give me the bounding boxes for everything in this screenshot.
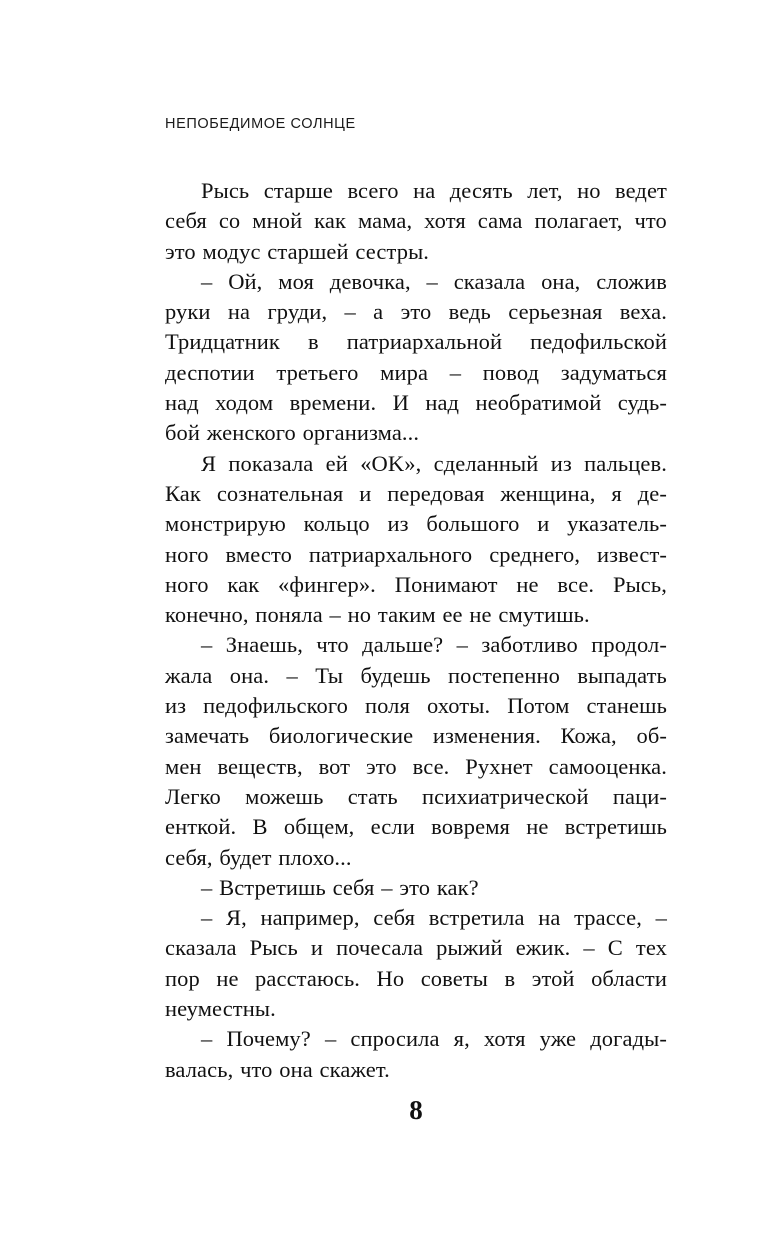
word: извест- xyxy=(596,541,667,567)
word: вместо xyxy=(225,541,292,567)
word: таким xyxy=(377,602,436,628)
text-line xyxy=(165,994,667,1024)
text-line xyxy=(165,176,667,206)
word: – xyxy=(201,905,213,931)
word: общем, xyxy=(283,814,355,840)
word: плохо... xyxy=(278,844,352,870)
word: – xyxy=(329,602,341,628)
word: советы xyxy=(420,965,488,991)
text-line xyxy=(165,661,667,691)
word: Как xyxy=(165,480,201,506)
word: судь- xyxy=(617,390,667,416)
word: Рухнет xyxy=(465,753,533,779)
text-line xyxy=(165,327,667,357)
word: постепенно xyxy=(447,662,561,688)
word: Ты xyxy=(315,662,344,688)
word: – xyxy=(201,1026,213,1052)
word: повод xyxy=(482,359,540,385)
word: это xyxy=(400,299,432,325)
word: Я, xyxy=(226,905,247,931)
word: как? xyxy=(436,874,479,900)
word: ходом xyxy=(215,390,274,416)
word: Почему? xyxy=(226,1026,311,1052)
text-line xyxy=(165,570,667,600)
word: монстрирую xyxy=(165,511,286,537)
word: если xyxy=(370,814,415,840)
word: выпадать xyxy=(577,662,667,688)
word: И xyxy=(392,390,409,416)
word: всего xyxy=(347,178,399,203)
text-line xyxy=(165,843,667,873)
word: над xyxy=(425,390,460,416)
word: – xyxy=(324,1026,337,1052)
word: «OK», xyxy=(360,450,422,476)
word: педофильской xyxy=(530,329,667,355)
word: времени. xyxy=(289,390,377,416)
word: моя xyxy=(278,268,314,294)
word: спросила xyxy=(350,1026,440,1052)
word: что xyxy=(316,632,349,658)
word: в xyxy=(504,965,516,991)
word: деспотии xyxy=(165,359,255,385)
text-line xyxy=(165,691,667,721)
word: – xyxy=(449,359,462,385)
word: стать xyxy=(347,783,398,809)
word: бой xyxy=(165,420,201,446)
text-line xyxy=(165,297,667,327)
word: в xyxy=(307,329,319,355)
text-line xyxy=(165,509,667,539)
word: – xyxy=(344,299,356,325)
word: сделанный xyxy=(433,450,539,476)
word: над xyxy=(165,390,199,416)
word: вовремя xyxy=(431,814,510,840)
word: – xyxy=(201,268,213,294)
word: изменения. xyxy=(432,723,541,749)
word: ей xyxy=(325,450,348,476)
word: жала xyxy=(165,662,213,688)
text-line xyxy=(165,782,667,812)
word: Понимают xyxy=(394,571,498,597)
word: – xyxy=(655,905,667,931)
word: груди, xyxy=(267,299,328,325)
word: не xyxy=(526,814,549,840)
text-line xyxy=(165,237,667,267)
word: Встретишь xyxy=(219,874,326,900)
word: паци- xyxy=(612,783,667,809)
word: почесала xyxy=(336,935,424,961)
word: все. xyxy=(412,753,450,779)
word: веществ, xyxy=(217,753,303,779)
word: она. xyxy=(229,662,270,688)
word: на xyxy=(227,299,251,325)
word: все. xyxy=(557,571,595,597)
word: старше xyxy=(263,178,333,203)
word: продол- xyxy=(591,632,667,658)
word: области xyxy=(591,965,667,991)
body-text xyxy=(165,176,667,1085)
word: сказала xyxy=(165,935,237,961)
text-line xyxy=(165,933,667,963)
word: ного xyxy=(165,541,209,567)
word: неуместны. xyxy=(165,996,276,1022)
word: мной xyxy=(252,208,303,234)
word: но xyxy=(577,178,601,203)
word: Кожа, xyxy=(560,723,617,749)
word: Я xyxy=(201,450,217,476)
word: будет xyxy=(219,844,272,870)
word: самооценка. xyxy=(548,753,667,779)
word: ее xyxy=(442,602,463,628)
word: скажет. xyxy=(319,1056,390,1082)
word: десять xyxy=(449,178,513,203)
word: она xyxy=(279,1056,313,1082)
word: встретишь xyxy=(564,814,667,840)
text-line xyxy=(165,873,667,903)
text-line xyxy=(165,358,667,388)
word: на xyxy=(538,905,561,931)
word: уже xyxy=(539,1026,577,1052)
word: Знаешь, xyxy=(225,632,303,658)
word: С xyxy=(607,935,623,961)
word: Тридцатник xyxy=(165,329,280,355)
word: – xyxy=(201,632,213,658)
word: мама, xyxy=(357,208,413,234)
text-line xyxy=(165,267,667,297)
word: «фингер». xyxy=(278,571,376,597)
word: замечать xyxy=(165,723,250,749)
text-line xyxy=(165,206,667,236)
text-line xyxy=(165,1024,667,1054)
word: задуматься xyxy=(560,359,667,385)
word: биологические xyxy=(268,723,414,749)
word: себя xyxy=(165,208,207,234)
word: – xyxy=(381,874,393,900)
word: пор xyxy=(165,965,200,991)
word: педофильского xyxy=(203,693,348,719)
word: как xyxy=(227,571,260,597)
word: поля xyxy=(364,693,410,719)
word: патриархального xyxy=(308,541,473,567)
word: и xyxy=(359,480,372,506)
word: станешь xyxy=(586,693,667,719)
word: сказала xyxy=(453,268,526,294)
word: полагает, xyxy=(534,208,623,234)
word: психиатрической xyxy=(422,783,589,809)
word: но xyxy=(347,602,372,628)
word: модус xyxy=(202,238,261,264)
word: сложив xyxy=(596,268,667,294)
word: себя xyxy=(332,874,375,900)
word: девочка, xyxy=(329,268,411,294)
word: Легко xyxy=(165,783,221,809)
word: себя, xyxy=(165,844,213,870)
word: ведет xyxy=(615,178,667,203)
word: показала xyxy=(228,450,314,476)
word: дальше? xyxy=(362,632,444,658)
text-line xyxy=(165,540,667,570)
word: что xyxy=(634,208,667,234)
word: не xyxy=(469,602,492,628)
word: вот xyxy=(318,753,351,779)
word: женского xyxy=(206,420,296,446)
text-line xyxy=(165,630,667,660)
word: рыжий xyxy=(436,935,503,961)
word: например, xyxy=(260,905,360,931)
word: это xyxy=(366,753,397,779)
text-line xyxy=(165,903,667,933)
text-line xyxy=(165,600,667,630)
word: – xyxy=(426,268,438,294)
word: ведь xyxy=(448,299,491,325)
text-line xyxy=(165,812,667,842)
text-line xyxy=(165,449,667,479)
word: Потом xyxy=(507,693,570,719)
word: Рысь xyxy=(201,178,250,203)
word: что xyxy=(240,1056,273,1082)
running-head: НЕПОБЕДИМОЕ СОЛНЦЕ xyxy=(165,116,356,132)
word: смутишь. xyxy=(498,602,590,628)
word: заботливо xyxy=(481,632,578,658)
word: как xyxy=(314,208,346,234)
word: – xyxy=(583,935,595,961)
word: встретила xyxy=(428,905,525,931)
text-line xyxy=(165,1055,667,1085)
word: из xyxy=(165,693,187,719)
word: необратимой xyxy=(475,390,602,416)
word: из xyxy=(387,511,409,537)
word: третьего xyxy=(276,359,359,385)
word: она, xyxy=(541,268,581,294)
word: кольцо xyxy=(303,511,370,537)
word: Но xyxy=(376,965,405,991)
word: а xyxy=(373,299,384,325)
word: – xyxy=(286,662,298,688)
word: мен xyxy=(165,753,202,779)
word: тех xyxy=(635,935,667,961)
word: – xyxy=(456,632,469,658)
word: хотя xyxy=(424,208,466,234)
word: руки xyxy=(165,299,211,325)
word: Рысь xyxy=(249,935,298,961)
text-line xyxy=(165,479,667,509)
word: указатель- xyxy=(567,511,667,537)
word: догады- xyxy=(590,1026,667,1052)
word: серьезная xyxy=(508,299,603,325)
word: веха. xyxy=(619,299,667,325)
word: на xyxy=(413,178,436,203)
text-line xyxy=(165,964,667,994)
word: старшей xyxy=(267,238,349,264)
word: я xyxy=(611,480,622,506)
word: Рысь, xyxy=(612,571,667,597)
word: сознательная xyxy=(216,480,344,506)
word: и xyxy=(537,511,550,537)
word: будешь xyxy=(360,662,431,688)
word: можешь xyxy=(245,783,324,809)
word: это xyxy=(399,874,431,900)
word: это xyxy=(165,238,196,264)
word: конечно, xyxy=(165,602,249,628)
word: патриархальной xyxy=(346,329,503,355)
word: В xyxy=(252,814,268,840)
word: мира xyxy=(380,359,429,385)
word: поняла xyxy=(255,602,323,628)
word: ежик. xyxy=(515,935,571,961)
page-number: 8 xyxy=(409,1095,423,1125)
word: не xyxy=(216,965,239,991)
word: передовая xyxy=(387,480,485,506)
word: Ой, xyxy=(228,268,263,294)
word: большого xyxy=(426,511,520,537)
word: себя xyxy=(373,905,416,931)
text-line xyxy=(165,752,667,782)
word: расстаюсь. xyxy=(255,965,361,991)
word: валась, xyxy=(165,1056,234,1082)
text-line xyxy=(165,418,667,448)
word: пальцев. xyxy=(584,450,667,476)
text-line xyxy=(165,721,667,751)
word: организма... xyxy=(302,420,420,446)
word: – xyxy=(201,874,213,900)
word: трассе, xyxy=(574,905,642,931)
word: охоты. xyxy=(426,693,491,719)
word: среднего, xyxy=(489,541,581,567)
word: из xyxy=(550,450,572,476)
word: сестры. xyxy=(355,238,430,264)
word: не xyxy=(516,571,539,597)
word: сама xyxy=(477,208,523,234)
word: енткой. xyxy=(165,814,237,840)
word: об- xyxy=(636,723,667,749)
word: лет, xyxy=(527,178,563,203)
word: и xyxy=(310,935,324,961)
word: хотя xyxy=(483,1026,526,1052)
word: де- xyxy=(637,480,667,506)
word: я, xyxy=(453,1026,470,1052)
word: женщина, xyxy=(500,480,596,506)
word: ного xyxy=(165,571,209,597)
word: этой xyxy=(531,965,575,991)
text-line xyxy=(165,388,667,418)
word: со xyxy=(218,208,241,234)
